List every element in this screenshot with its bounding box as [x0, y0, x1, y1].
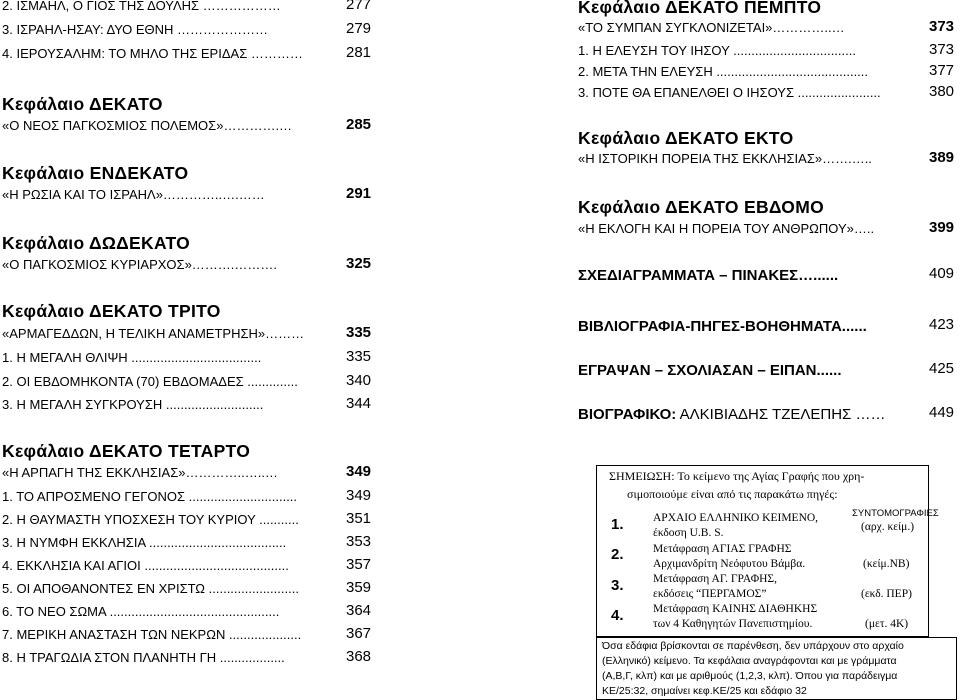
section-diagrams: ΣΧΕΔΙΑΓΡΑΜΜΑΤΑ – ΠΙΝΑΚΕΣ…...... [578, 267, 839, 284]
sources-note-box [596, 465, 939, 637]
chapter-page: 285 [346, 116, 372, 133]
toc-item: 2. Η ΘΑΥΜΑΣΤΗ ΥΠΟΣΧΕΣΗ ΤΟΥ ΚΥΡΙΟΥ ........... [2, 512, 299, 527]
source-line1: Μετάφραση ΚΑΙΝΗΣ ΔΙΑΘΗΚΗΣ [653, 603, 818, 615]
source-number: 3. [611, 577, 624, 594]
source-number: 4. [611, 607, 624, 624]
toc-page: 279 [346, 20, 372, 37]
source-number: 1. [611, 516, 624, 533]
toc-item: 1. Η ΜΕΓΑΛΗ ΘΛΙΨΗ .................................... [2, 350, 262, 365]
biography-name: ΑΛΚΙΒΙΑΔΗΣ ΤΖΕΛΕΠΗΣ …… [679, 406, 886, 423]
chapter-subtitle: «Η ΕΚΛΟΓΗ ΚΑΙ Η ΠΟΡΕΙΑ ΤΟΥ ΑΝΘΡΩΠΟΥ»….. [578, 221, 875, 236]
toc-page: 449 [929, 404, 955, 421]
toc-page: 380 [929, 83, 955, 100]
source-abbrev: (εκδ. ΠΕΡ) [861, 588, 912, 600]
toc-page: 409 [929, 265, 955, 282]
source-line2: Αρχιμανδρίτη Νεόφυτου Βάμβα. [653, 558, 806, 570]
chapter-subtitle: «Ο ΝΕΟΣ ΠΑΓΚΟΣΜΙΟΣ ΠΟΛΕΜΟΣ»………….… [2, 118, 293, 133]
toc-item: 2. ΟΙ ΕΒΔΟΜΗΚΟΝΤΑ (70) ΕΒΔΟΜΑΔΕΣ .............. [2, 374, 298, 389]
toc-page: 357 [346, 556, 372, 573]
source-line2: εκδόσεις “ΠΕΡΓΑΜΟΣ” [653, 588, 767, 600]
toc-page: 351 [346, 510, 372, 527]
toc-item: 4. ΙΕΡΟΥΣΑΛΗΜ: ΤΟ ΜΗΛΟ ΤΗΣ ΕΡΙΔΑΣ ………… [2, 46, 303, 61]
chapter-heading: Κεφάλαιο ΔΕΚΑΤΟ ΤΡΙΤΟ [2, 301, 221, 321]
toc-item: 3. ΙΣΡΑΗΛ-ΗΣΑΥ: ΔΥΟ ΕΘΝΗ ………………… [2, 22, 269, 37]
toc-item: 2. ΙΣΜΑΗΛ, Ο ΓΙΟΣ ΤΗΣ ΔΟΥΛΗΣ ……………… [2, 0, 281, 13]
abbrev-header-sub: (αρχ. κείμ.) [861, 521, 915, 533]
chapter-subtitle: «Η ΡΩΣΙΑ ΚΑΙ ΤΟ ΙΣΡΑΗΛ»…………..….…… [2, 187, 265, 202]
source-line1: ΑΡΧΑΙΟ ΕΛΛΗΝΙΚΟ ΚΕΙΜΕΝΟ, [653, 512, 819, 524]
toc-item: 6. ΤΟ ΝΕΟ ΣΩΜΑ ............................................... [2, 604, 280, 619]
chapter-page: 291 [346, 185, 372, 202]
toc-item: 2. ΜΕΤΑ ΤΗΝ ΕΛΕΥΣΗ .......................................... [578, 64, 869, 79]
toc-page: 367 [346, 625, 372, 642]
chapter-heading: Κεφάλαιο ΔΕΚΑΤΟ ΕΒΔΟΜΟ [578, 197, 825, 217]
chapter-page: 349 [346, 463, 372, 480]
chapter-subtitle: «ΑΡΜΑΓΕΔΔΩΝ, Η ΤΕΛΙΚΗ ΑΝΑΜΕΤΡΗΣΗ»……… [2, 326, 305, 341]
chapter-subtitle: «ΤΟ ΣΥΜΠΑΝ ΣΥΓΚΛΟΝΙΖΕΤΑΙ»…………..… [578, 20, 845, 35]
toc-page: 373 [929, 41, 955, 58]
toc-page: 368 [346, 648, 372, 665]
toc-item: 1. ΤΟ ΑΠΡΟΣΜΕΝΟ ΓΕΓΟΝΟΣ .............................. [2, 489, 298, 504]
toc-page: 277 [346, 0, 372, 13]
toc-page: 281 [346, 44, 372, 61]
toc-item: 1. Η ΕΛΕΥΣΗ ΤΟΥ ΙΗΣΟΥ .................................. [578, 43, 856, 58]
source-line2: έκδοση U.B. S. [653, 527, 724, 539]
toc-page: 344 [346, 395, 372, 412]
chapter-heading: Κεφάλαιο ΔΩΔΕΚΑΤΟ [2, 233, 191, 253]
note-title-line2: σιμοποιούμε είναι από τις παρακάτω πηγές: [627, 487, 838, 501]
chapter-page: 389 [929, 149, 955, 166]
chapter-page: 373 [929, 18, 955, 35]
footer-note-line: ΚΕ/25:32, σημαίνει κεφ.ΚΕ/25 και εδάφιο 32 [602, 685, 807, 697]
chapter-page: 325 [346, 255, 372, 272]
toc-item: 3. Η ΝΥΜΦΗ ΕΚΚΛΗΣΙΑ ...................................... [2, 535, 287, 550]
section-comments: ΕΓΡΑΨΑΝ – ΣΧΟΛΙΑΣΑΝ – ΕΙΠΑΝ...... [578, 362, 842, 379]
toc-page: 359 [346, 579, 372, 596]
toc-item: 3. ΠΟΤΕ ΘΑ ΕΠΑΝΕΛΘΕΙ Ο ΙΗΣΟΥΣ ....................... [578, 85, 881, 100]
chapter-heading: Κεφάλαιο ΔΕΚΑΤΟ ΠΕΜΠΤΟ [578, 0, 822, 17]
toc-page: 353 [346, 533, 372, 550]
toc-item: 3. Η ΜΕΓΑΛΗ ΣΥΓΚΡΟΥΣΗ ........................... [2, 397, 264, 412]
footer-note-line: Όσα εδάφια βρίσκονται σε παρένθεση, δεν υπάρχουν στο αρχαίο [602, 640, 904, 652]
chapter-page: 399 [929, 219, 955, 236]
footer-note-line: (Ελληνικό) κείμενο. Τα κεφάλαια αναγράφονται και με γράμματα [602, 655, 897, 667]
footer-note-line: (Α,Β,Γ, κλπ) και με αριθμούς (1,2,3, κλπ). Όπου για παράδειγμα [602, 670, 898, 682]
biography-label: ΒΙΟΓΡΑΦΙΚΟ: [578, 406, 677, 423]
source-line1: Μετάφραση ΑΓΙΑΣ ΓΡΑΦΗΣ [653, 543, 792, 555]
footer-note-box [596, 637, 957, 700]
source-line1: Μετάφραση ΑΓ. ΓΡΑΦΗΣ, [653, 573, 777, 585]
toc-page: 335 [346, 348, 372, 365]
toc-item: 4. ΕΚΚΛΗΣΙΑ ΚΑΙ ΑΓΙΟΙ ........................................ [2, 558, 289, 573]
chapter-heading: Κεφάλαιο ΕΝΔΕΚΑΤΟ [2, 163, 189, 183]
toc-page: 349 [346, 487, 372, 504]
toc-item: 7. ΜΕΡΙΚΗ ΑΝΑΣΤΑΣΗ ΤΩΝ ΝΕΚΡΩΝ .................... [2, 627, 302, 642]
toc-page: 340 [346, 372, 372, 389]
source-number: 2. [611, 546, 624, 563]
toc-item: 8. Η ΤΡΑΓΩΔΙΑ ΣΤΟΝ ΠΛΑΝΗΤΗ ΓΗ .................. [2, 650, 285, 665]
source-abbrev: (κείμ.ΝΒ) [863, 558, 910, 570]
toc-item: 5. ΟΙ ΑΠΟΘΑΝΟΝΤΕΣ ΕΝ ΧΡΙΣΤΩ ......................... [2, 581, 299, 596]
section-biography [578, 406, 886, 423]
toc-page: 423 [929, 316, 955, 333]
source-abbrev: (μετ. 4Κ) [865, 618, 909, 630]
chapter-subtitle: «Η ΑΡΠΑΓΗ ΤΗΣ ΕΚΚΛΗΣΙΑΣ»…………..…..… [2, 465, 278, 480]
chapter-heading: Κεφάλαιο ΔΕΚΑΤΟ ΤΕΤΑΡΤΟ [2, 441, 251, 461]
chapter-subtitle: «Η ΙΣΤΟΡΙΚΗ ΠΟΡΕΙΑ ΤΗΣ ΕΚΚΛΗΣΙΑΣ»…….….. [578, 151, 872, 166]
note-title-line1: ΣΗΜΕΙΩΣΗ: Το κείμενο της Αγίας Γραφής που χρη- [609, 469, 865, 483]
chapter-heading: Κεφάλαιο ΔΕΚΑΤΟ [2, 94, 163, 114]
abbrev-header: ΣΥΝΤΟΜΟΓΡΑΦΙΕΣ [852, 508, 939, 519]
section-bibliography: ΒΙΒΛΙΟΓΡΑΦΙΑ-ΠΗΓΕΣ-ΒΟΗΘΗΜΑΤΑ...... [578, 318, 867, 335]
source-line2: των 4 Καθηγητών Πανεπιστημίου. [653, 618, 813, 630]
toc-page: 377 [929, 62, 955, 79]
toc-page: 425 [929, 360, 955, 377]
chapter-page: 335 [346, 324, 372, 341]
chapter-subtitle: «Ο ΠΑΓΚΟΣΜΙΟΣ ΚΥΡΙΑΡΧΟΣ»……….………. [2, 257, 278, 272]
toc-page: 364 [346, 602, 372, 619]
chapter-heading: Κεφάλαιο ΔΕΚΑΤΟ ΕΚΤΟ [578, 128, 794, 148]
